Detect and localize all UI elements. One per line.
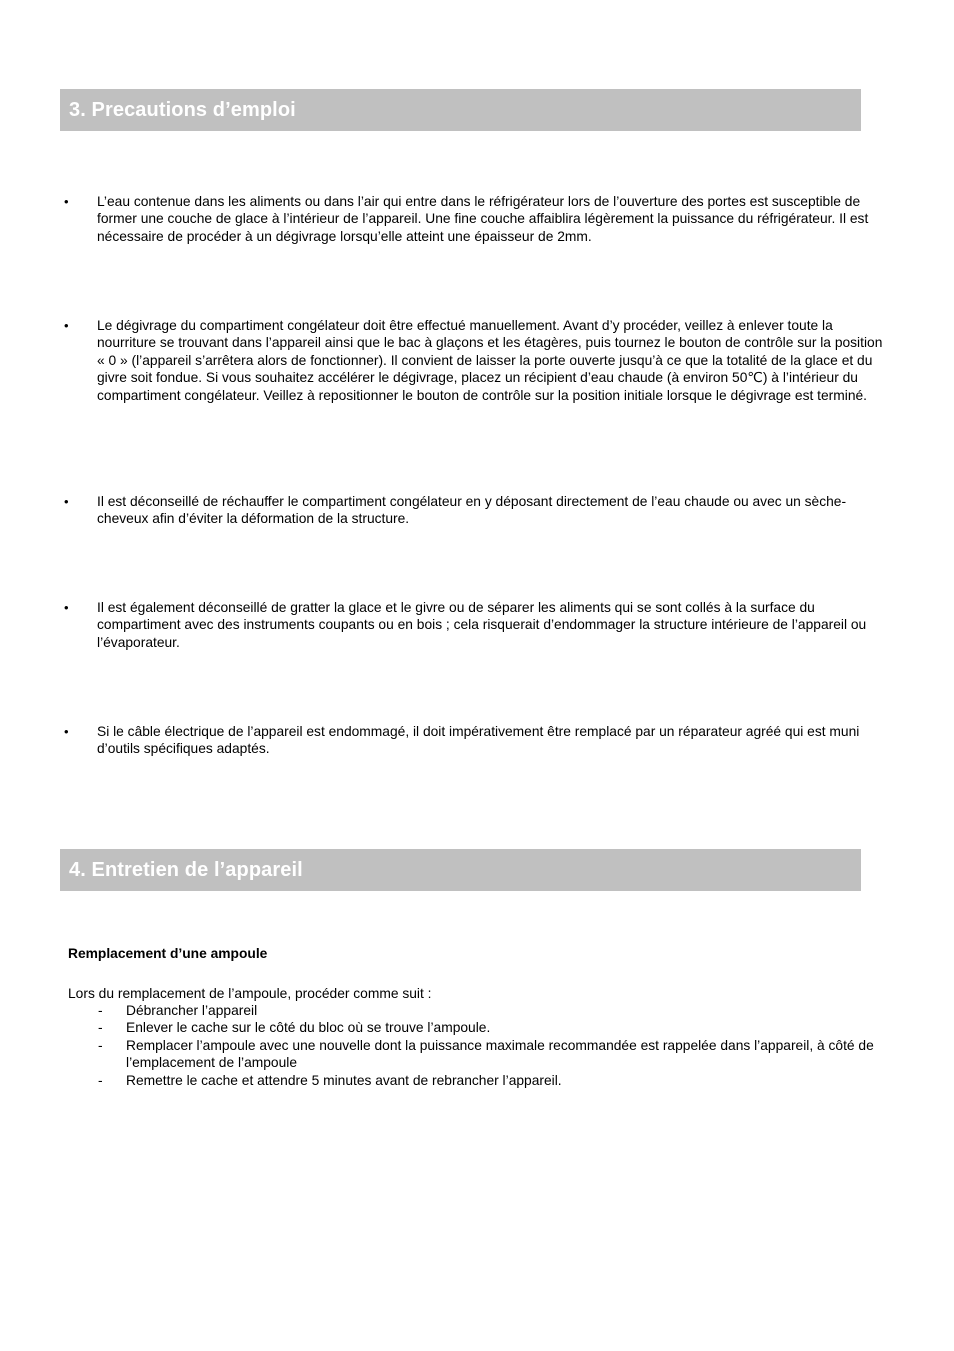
step-text-4: Remettre le cache et attendre 5 minutes avant de rebrancher l’appareil. — [126, 1072, 562, 1088]
section-4-title: 4. Entretien de l’appareil — [69, 858, 303, 881]
dash-icon: - — [98, 1037, 103, 1053]
bullet-icon: • — [64, 724, 69, 739]
bullet-icon: • — [64, 194, 69, 209]
bullet-icon: • — [64, 494, 69, 509]
bulb-replacement-steps — [68, 1002, 890, 1089]
bulb-replacement-intro: Lors du remplacement de l’ampoule, procéder comme suit : — [68, 986, 432, 1001]
step-item-3 — [68, 1037, 890, 1072]
precaution-item-4 — [64, 599, 886, 651]
precaution-text-5: Si le câble électrique de l’appareil est endommagé, il doit impérativement être remplacé par un réparateur agréé qui est muni d’outils spécifiques adaptés. — [97, 724, 860, 757]
step-text-3: Remplacer l’ampoule avec une nouvelle dont la puissance maximale recommandée est rappelée dans l’appareil, à côté de l’emplacement de l’ampoule — [126, 1037, 874, 1071]
dash-icon: - — [98, 1020, 103, 1036]
precaution-text-4: Il est également déconseillé de gratter la glace et le givre ou de séparer les aliments qui se sont collés à la surface du compartiment avec des instruments coupants ou en bois ; cela risquerait d’endommager la structure intérieure de l’appareil ou l’évaporateur. — [97, 600, 867, 650]
bullet-icon: • — [64, 600, 69, 615]
step-item-1 — [68, 1002, 890, 1019]
precaution-text-2: Le dégivrage du compartiment congélateur doit être effectué manuellement. Avant d’y procéder, veillez à enlever toute la nourriture se trouvant dans l’appareil ainsi que le bac à glaçons et les étagères, puis tournez le bouton de contrôle sur la position « 0 » (l’appareil s’arrêtera alors de fonctionner). Il convient de laisser la porte ouverte jusqu’à ce que la totalité de la glace et du givre soit fondue. Si vous souhaitez accélérer le dégivrage, placez un récipient d’eau chaude (à environ 50℃) à l’intérieur du compartiment congélateur. Veillez à repositionner le bouton de contrôle sur la position initiale lorsque le dégivrage est terminé. — [97, 318, 883, 403]
section-4-header — [60, 849, 861, 891]
precaution-text-3: Il est déconseillé de réchauffer le compartiment congélateur en y déposant directement de l’eau chaude ou avec un sèche-cheveux afin d’éviter la déformation de la structure. — [97, 494, 847, 527]
dash-icon: - — [98, 1072, 103, 1088]
precaution-item-2 — [64, 317, 886, 404]
bullet-icon: • — [64, 318, 69, 333]
step-item-2 — [68, 1019, 890, 1036]
step-text-1: Débrancher l’appareil — [126, 1003, 258, 1018]
dash-icon: - — [98, 1003, 103, 1018]
step-text-2: Enlever le cache sur le côté du bloc où se trouve l’ampoule. — [126, 1020, 491, 1036]
bulb-replacement-heading: Remplacement d’une ampoule — [68, 946, 268, 961]
precaution-item-1 — [64, 193, 886, 245]
section-3-title: 3. Precautions d’emploi — [69, 98, 296, 121]
precaution-item-5 — [64, 723, 886, 758]
precaution-text-1: L’eau contenue dans les aliments ou dans l’air qui entre dans le réfrigérateur lors de l’ouverture des portes est susceptible de former une couche de glace à l’intérieur de l’appareil. Une fine couche affaiblira légèrement la puissance du réfrigérateur. Il est nécessaire de procéder à un dégivrage lorsqu’elle atteint une épaisseur de 2mm. — [97, 194, 869, 244]
precaution-item-3 — [64, 493, 886, 528]
section-3-header — [60, 89, 861, 131]
step-item-4 — [68, 1072, 890, 1089]
